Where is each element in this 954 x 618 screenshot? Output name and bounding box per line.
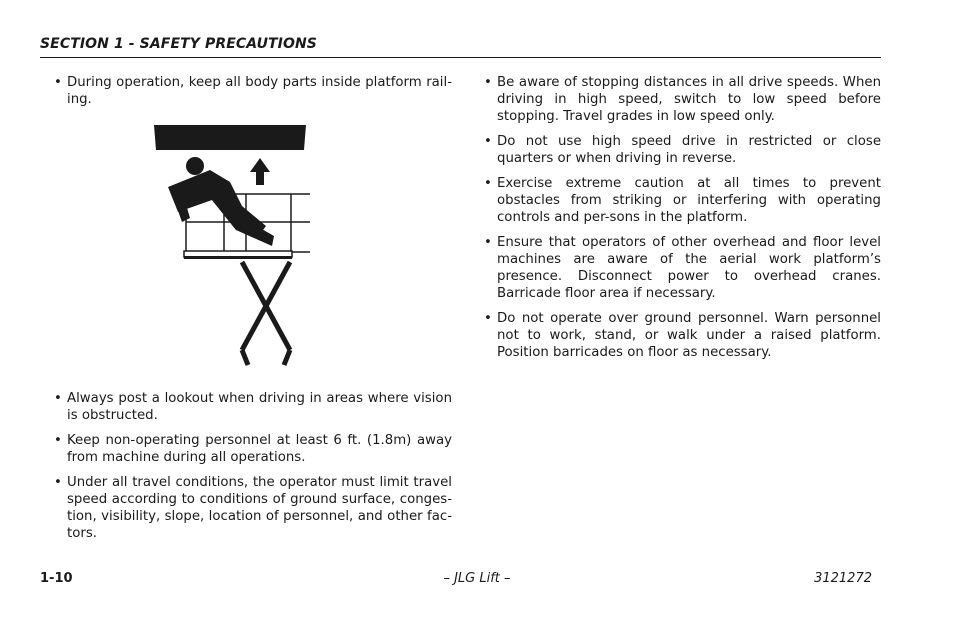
right-column <box>484 74 881 369</box>
up-arrow-icon <box>250 158 270 185</box>
bullet-icon: • <box>54 475 62 490</box>
list-item <box>484 74 881 125</box>
document-number: 3121272 <box>814 571 872 586</box>
bullet-icon: • <box>54 75 62 90</box>
bullet-list-right <box>484 74 881 361</box>
bullet-text: Do not use high speed drive in restricted or close quarters or when driving in reverse. <box>497 134 881 166</box>
header-rule <box>40 57 881 58</box>
scissor-lift <box>242 262 290 365</box>
page-header-title: SECTION 1 - SAFETY PRECAUTIONS <box>40 36 317 52</box>
bullet-icon: • <box>54 391 62 406</box>
list-item <box>54 390 452 424</box>
bullet-text: Exercise extreme caution at all times to prevent obstacles from striking or interfering with operating controls and per-sons in the platform. <box>497 176 881 225</box>
bullet-icon: • <box>484 75 492 90</box>
list-item <box>54 74 452 108</box>
list-item <box>54 432 452 466</box>
bullet-icon: • <box>54 433 62 448</box>
list-item <box>484 175 881 226</box>
bullet-icon: • <box>484 134 492 149</box>
left-column-top <box>54 74 452 116</box>
bullet-text: Do not operate over ground personnel. Warn personnel not to work, stand, or walk under a raised platform. Position barricades on floor as necessary. <box>497 311 881 360</box>
bullet-text: Be aware of stopping distances in all drive speeds. When driving in high speed, switch to low speed before stopping. Travel grades in low speed only. <box>497 75 881 124</box>
bullet-icon: • <box>484 311 492 326</box>
left-column-bottom <box>54 390 452 550</box>
bullet-icon: • <box>484 176 492 191</box>
list-item <box>484 133 881 167</box>
page-number: 1-10 <box>40 571 73 586</box>
bullet-text: Under all travel conditions, the operator must limit travel speed according to conditions of ground surface, conges-tion, visibility, slope, location of personnel, and other fac-tors. <box>67 475 452 541</box>
bullet-text: Keep non-operating personnel at least 6 ft. (1.8m) away from machine during all operations. <box>67 433 452 465</box>
list-item <box>484 310 881 361</box>
footer-title: – JLG Lift – <box>443 571 511 586</box>
bullet-list-left-bottom <box>54 390 452 542</box>
safety-illustration <box>150 122 310 367</box>
bullet-list-left-top <box>54 74 452 108</box>
overhead-beam <box>154 125 306 150</box>
bullet-text: During operation, keep all body parts inside platform rail-ing. <box>67 75 452 107</box>
list-item <box>484 234 881 302</box>
bullet-text: Always post a lookout when driving in areas where vision is obstructed. <box>67 391 452 423</box>
bullet-icon: • <box>484 235 492 250</box>
bullet-text: Ensure that operators of other overhead and floor level machines are aware of the aerial work platform’s presence. Disconnect power to overhead cranes. Barricade floor area if necessary. <box>497 235 881 301</box>
list-item <box>54 474 452 542</box>
